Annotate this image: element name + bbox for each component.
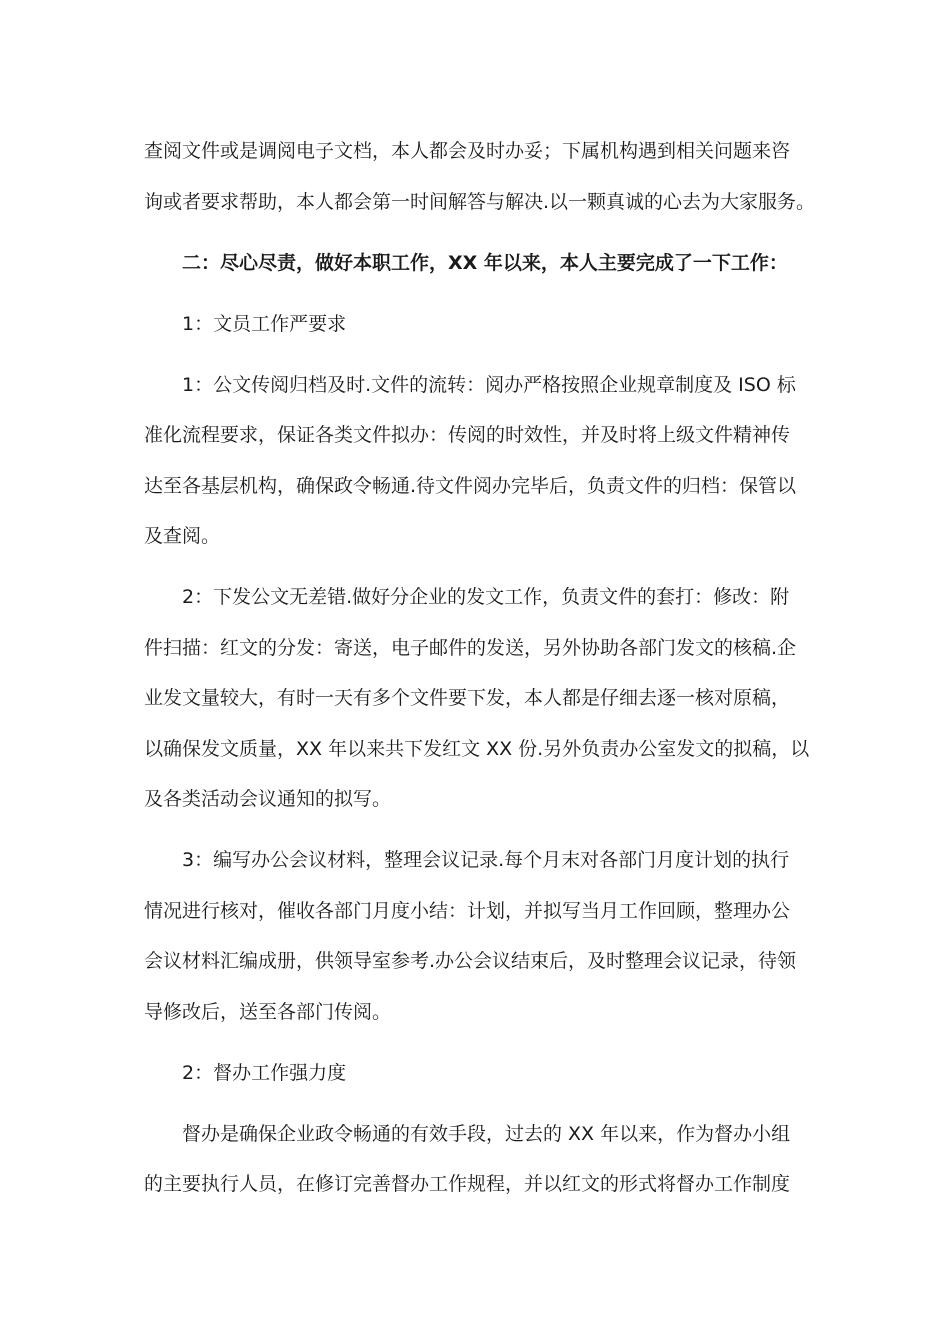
text-line: 督办是确保企业政令畅通的有效手段，过去的 XX 年以来，作为督办小组	[182, 1122, 791, 1145]
heading-line: 二：尽心尽责，做好本职工作，XX 年以来，本人主要完成了一下工作：	[182, 251, 788, 274]
paragraph-document-circulation	[144, 360, 812, 562]
subheading-line: 1：文员工作严要求	[182, 312, 347, 335]
text-line: 会议材料汇编成册，供领导室参考.办公会议结束后，及时整理会议记录，待领	[144, 950, 797, 972]
text-line: 准化流程要求，保证各类文件拟办：传阅的时效性，并及时将上级文件精神传	[144, 424, 791, 446]
text-line: 及查阅。	[144, 525, 221, 547]
text-line: 业发文量较大，有时一天有多个文件要下发，本人都是仔细去逐一核对原稿，	[144, 687, 791, 709]
subheading-line: 2：督办工作强力度	[182, 1061, 347, 1084]
text-line: 查阅文件或是调阅电子文档，本人都会及时办妥；下属机构遇到相关问题来咨	[144, 140, 791, 162]
paragraph-service	[144, 126, 816, 227]
text-line: 件扫描：红文的分发：寄送，电子邮件的发送，另外协助各部门发文的核稿.企	[144, 636, 797, 659]
text-line: 情况进行核对，催收各部门月度小结：计划，并拟写当月工作回顾，整理办公	[144, 899, 791, 922]
text-line: 达至各基层机构，确保政令畅通.待文件阅办完毕后，负责文件的归档：保管以	[144, 474, 797, 497]
paragraph-supervision	[144, 1109, 812, 1210]
text-line: 3：编写办公会议材料，整理会议记录.每个月末对各部门月度计划的执行	[182, 849, 790, 871]
subheading-supervision	[144, 1048, 812, 1099]
text-line: 询或者要求帮助，本人都会第一时间解答与解决.以一颗真诚的心去为大家服务。	[144, 190, 816, 213]
paragraph-meeting-materials	[144, 835, 812, 1037]
text-line: 2：下发公文无差错.做好分企业的发文工作，负责文件的套打：修改：附	[182, 586, 790, 608]
document-body	[144, 126, 816, 1220]
text-line: 以确保发文质量，XX 年以来共下发红文 XX 份.另外负责办公室发文的拟稿，以	[144, 737, 810, 760]
text-line: 的主要执行人员，在修订完善督办工作规程，并以红文的形式将督办工作制度	[144, 1173, 791, 1195]
text-line: 导修改后，送至各部门传阅。	[144, 1000, 392, 1023]
text-line: 及各类活动会议通知的拟写。	[144, 788, 392, 810]
section-heading	[144, 238, 812, 289]
paragraph-dispatch	[144, 572, 812, 825]
subheading-clerk-work	[144, 299, 812, 350]
text-line: 1：公文传阅归档及时.文件的流转：阅办严格按照企业规章制度及 ISO 标	[182, 373, 796, 396]
